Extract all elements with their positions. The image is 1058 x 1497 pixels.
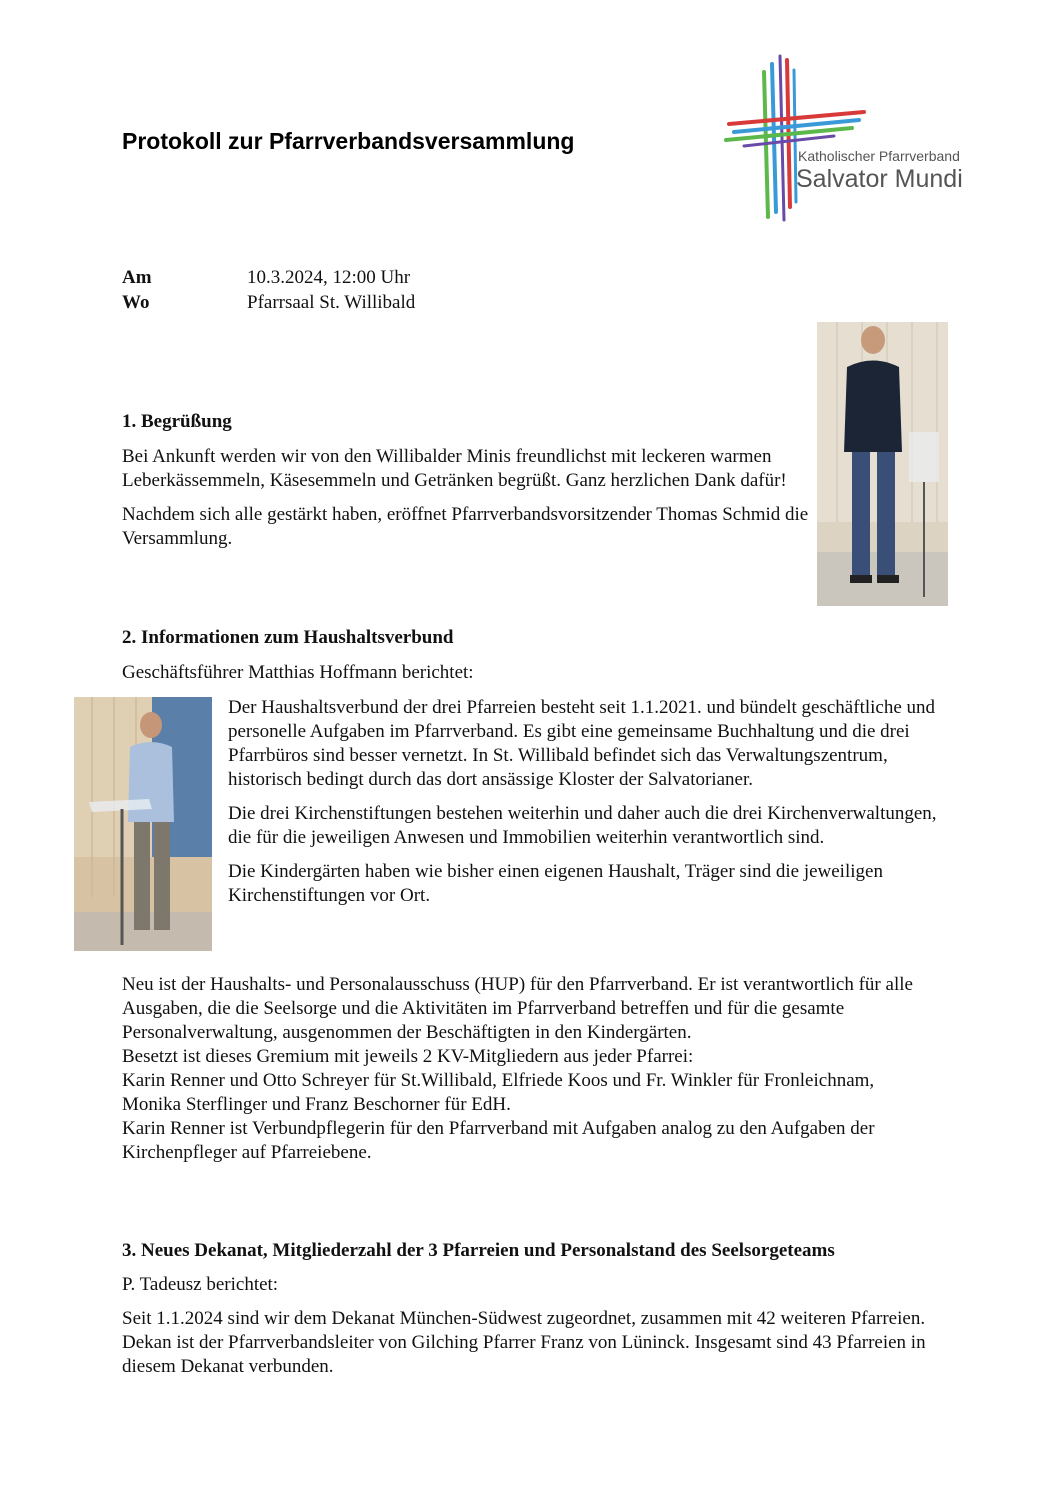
section-2-paragraph: Besetzt ist dieses Gremium mit jeweils 2 KV-Mitgliedern aus jeder Pfarrei:	[122, 1046, 694, 1067]
section-3-intro: P. Tadeusz berichtet:	[122, 1274, 279, 1295]
section-3	[122, 1239, 942, 1379]
section-1-paragraph: Nachdem sich alle gestärkt haben, eröffnet Pfarrverbandsvorsitzender Thomas Schmid die Versammlung.	[122, 504, 809, 549]
section-1	[122, 410, 812, 551]
date-label: Am	[122, 267, 152, 288]
photo-speaker-matthias	[74, 697, 212, 951]
section-2-paragraph: Die Kindergärten haben wie bisher einen eigenen Haushalt, Träger sind die jeweiligen Kirchenstiftungen vor Ort.	[228, 861, 883, 906]
section-2-paragraph: Die drei Kirchenstiftungen bestehen weiterhin und daher auch die drei Kirchenverwaltungen, die für die jeweiligen Anwesen und Immobilien weiterhin verantwortlich sind.	[228, 803, 937, 848]
section-2-body-upper	[228, 696, 942, 908]
section-2-heading: 2. Informationen zum Haushaltsverbund	[122, 627, 454, 648]
section-3-paragraph: Seit 1.1.2024 sind wir dem Dekanat München-Südwest zugeordnet, zusammen mit 42 weiteren Pfarreien. Dekan ist der Pfarrverbandsleiter von Gilching Pfarrer Franz von Lüninck. Insgesamt sind 43 Pfarreien in diesem Dekanat verbunden.	[122, 1308, 926, 1377]
section-3-heading: 3. Neues Dekanat, Mitgliederzahl der 3 Pfarreien und Personalstand des Seelsorgeteams	[122, 1240, 835, 1261]
date-value: 10.3.2024, 12:00 Uhr	[247, 267, 411, 288]
section-2-paragraph: Neu ist der Haushalts- und Personalausschuss (HUP) für den Pfarrverband. Er ist verantwortlich für alle Ausgaben, die die Seelsorge und die Aktivitäten im Pfarrverband betreffen und für die gesamte Personalverwaltung, ausgenommen der Beschäftigten in den Kindergärten.	[122, 974, 913, 1043]
section-2-body-lower	[122, 973, 937, 1165]
logo-text-small: Katholischer Pfarrverband	[798, 148, 960, 164]
photo-speaker-thomas	[817, 322, 948, 606]
section-1-heading: 1. Begrüßung	[122, 411, 232, 432]
location-label: Wo	[122, 292, 150, 313]
meeting-info	[122, 265, 415, 315]
section-1-paragraph: Bei Ankunft werden wir von den Willibalder Minis freundlichst mit leckeren warmen Leberkässemmeln, Käsesemmeln und Getränken begrüßt. Ganz herzlichen Dank dafür!	[122, 446, 787, 491]
section-2-header	[122, 626, 942, 685]
cross-logo-icon	[724, 52, 874, 224]
section-2-paragraph: Karin Renner und Otto Schreyer für St.Willibald, Elfriede Koos und Fr. Winkler für Fronleichnam, Monika Sterflinger und Franz Beschorner für EdH.	[122, 1070, 875, 1115]
section-2-paragraph: Der Haushaltsverbund der drei Pfarreien besteht seit 1.1.2021. und bündelt geschäftliche und personelle Aufgaben im Pfarrverband. Es gibt eine gemeinsame Buchhaltung und die drei Pfarrbüros sind besser vernetzt. In St. Willibald befindet sich das Verwaltungszentrum, historisch bedingt durch das dort ansässige Kloster der Salvatorianer.	[228, 697, 936, 790]
page-title: Protokoll zur Pfarrverbandsversammlung	[122, 128, 575, 154]
logo-text-large: Salvator Mundi	[796, 165, 963, 193]
parish-logo	[724, 52, 994, 224]
location-value: Pfarrsaal St. Willibald	[247, 292, 416, 313]
section-2-paragraph: Karin Renner ist Verbundpflegerin für den Pfarrverband mit Aufgaben analog zu den Aufgaben der Kirchenpfleger auf Pfarreiebene.	[122, 1118, 875, 1163]
section-2-intro: Geschäftsführer Matthias Hoffmann berichtet:	[122, 662, 474, 683]
